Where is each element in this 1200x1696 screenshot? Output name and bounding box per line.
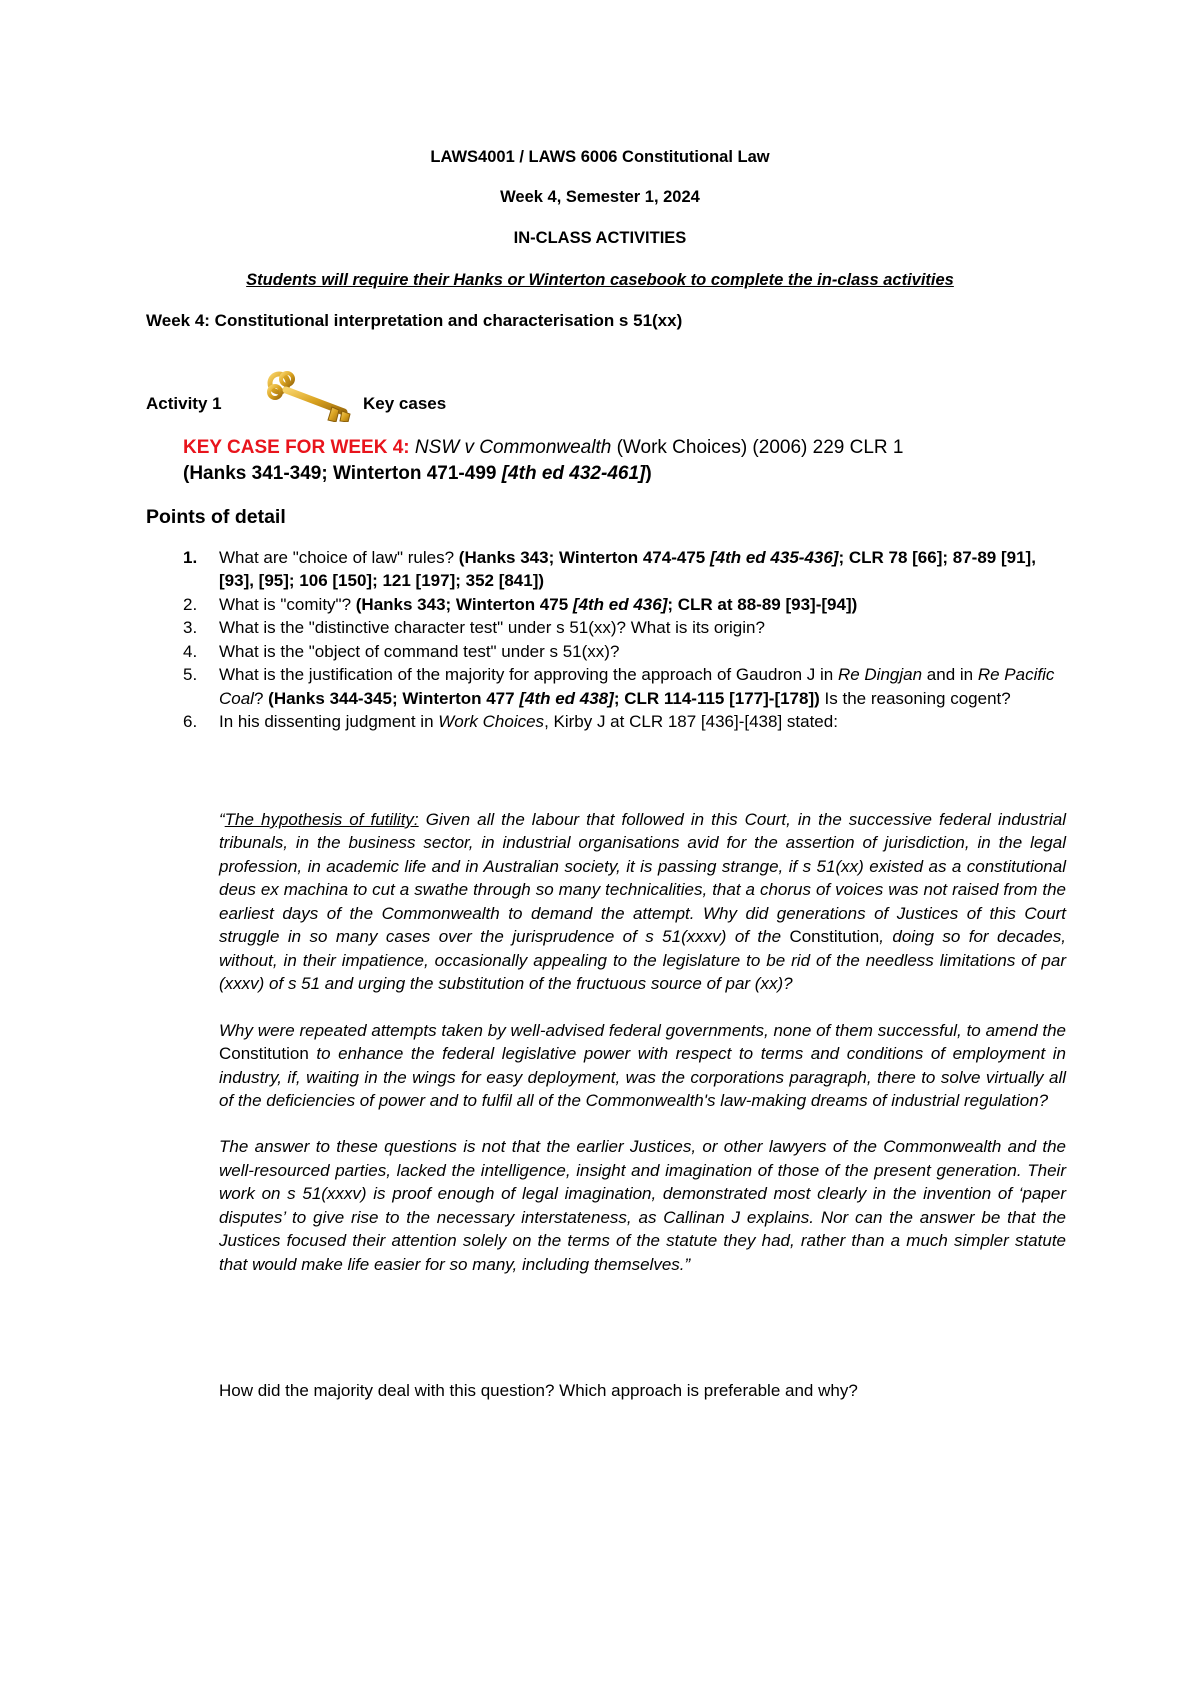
key-case-citation: (Work Choices) (2006) 229 CLR 1 (611, 437, 904, 458)
question-ref: (Hanks 343; Winterton 475 (355, 594, 573, 614)
activity-label: Activity 1 (146, 394, 222, 413)
question-ref-clr: ; CLR 78 [66]; 87-89 [91], [93], [95]; 106 [150]; 121 [197]; 352 [841]) (219, 548, 1036, 591)
quote-paragraph-1 (219, 808, 1066, 996)
question-text: and in (922, 665, 978, 685)
question-text: What are "choice of law" rules? (219, 548, 459, 567)
constitution-term: Constitution (789, 927, 880, 947)
key-icon (266, 370, 358, 422)
case-name: Work Choices (438, 712, 545, 732)
question-number: 2. (183, 594, 198, 614)
question-number: 6. (183, 712, 198, 732)
question-text: ? (253, 688, 269, 708)
question-text: In his dissenting judgment in (219, 712, 439, 732)
question-ref: (Hanks 343; Winterton 474-475 (458, 548, 710, 567)
key-case-refs-4th-ed: [4th ed 432-461] (501, 463, 646, 484)
question-2 (146, 593, 1066, 616)
key-case-name: NSW v Commonwealth (414, 437, 612, 458)
quote-text: Given all the labour that followed in this Court, in the successive federal industrial tribunals, in the business sector, in industrial organisations avid for the assertion of jurisdiction, in the legal profession, in academic life and in Australian society, it is passing strange, if s 51(xx) existed as a constitutional deus ex machina to cut a swathe through so many technicalities, that a chorus of voices was not raised from the earliest days of the Commonwealth to demand the attempt. Why did generations of Justices of this Court struggle in so many cases over the jurisprudence of s 51(xxxv) of the (219, 810, 1067, 947)
key-case-refs: (Hanks 341-349; Winterton 471-499 (183, 463, 502, 484)
key-case-references (146, 462, 1103, 486)
question-number: 1. (183, 548, 198, 567)
question-text: What is the justification of the majority for approving the approach of Gaudron J in (219, 665, 838, 685)
key-case-refs-close: ) (645, 463, 652, 484)
casebook-requirement: Students will require their Hanks or Winterton casebook to complete the in-class activities (246, 271, 954, 289)
question-3 (146, 616, 1066, 639)
quote-paragraph-3: The answer to these questions is not that the earlier Justices, or other lawyers of the Commonwealth and the well-resourced parties, lacked the intelligence, insight and imagination of those of the present generation. Their work on s 51(xxxv) is proof enough of legal imagination, demonstrated most clearly in the invention of ‘paper disputes’ to give rise to the necessary interstateness, as Callinan J explains. Nor can the answer be that the Justices focused their attention solely on the terms of the statute they had, rather than a much simpler statute that would make life easier for so many, including themselves.” (219, 1137, 1066, 1274)
question-text: What is the "distinctive character test" under s 51(xx)? What is its origin? (219, 618, 765, 638)
constitution-term: Constitution (219, 1044, 309, 1064)
question-number: 5. (183, 665, 198, 685)
question-number: 4. (183, 641, 198, 661)
question-5 (146, 663, 1066, 710)
activity-title: Key cases (363, 394, 447, 413)
kirby-quote (146, 808, 1200, 1299)
question-ref-4th-ed: [4th ed 438] (519, 688, 614, 708)
question-text: What is the "object of command test" under s 51(xx)? (219, 641, 620, 661)
key-case-prefix: KEY CASE FOR WEEK 4: (183, 437, 410, 458)
question-ref-clr: ; CLR 114-115 [177]-[178]) (613, 688, 820, 708)
quote-text: to enhance the federal legislative power with respect to terms and conditions of employment in industry, if, waiting in the wings for easy deployment, was the corporations paragraph, there to solve virtually all of the deficiencies of power and to fulfil all of the Commonwealth's law-making dreams of industrial regulation? (219, 1044, 1066, 1110)
case-name: Re Dingjan (837, 665, 923, 685)
week-topic: Week 4: Constitutional interpretation and characterisation s 51(xx) (146, 311, 683, 330)
question-number: 3. (183, 618, 198, 638)
week-semester: Week 4, Semester 1, 2024 (500, 188, 700, 206)
quote-text: , doing so for decades, without, in their impatience, occasionally appealing to the legislature to be rid of the needless limitations of par (xxxv) of s 51 and urging the substitution of the fructuous source of par (xx)? (219, 927, 1066, 994)
activities-title: IN-CLASS ACTIVITIES (513, 229, 687, 247)
course-title: LAWS4001 / LAWS 6006 Constitutional Law (430, 148, 770, 166)
question-ref-4th-ed: [4th ed 435-436] (709, 548, 839, 567)
question-ref: (Hanks 344-345; Winterton 477 (268, 688, 520, 708)
question-4 (146, 640, 1066, 663)
quote-paragraph-2 (219, 1019, 1066, 1113)
question-1 (146, 546, 1066, 593)
questions-list (146, 546, 1066, 734)
question-6 (146, 710, 1066, 733)
question-ref-clr: ; CLR at 88-89 [93]-[94]) (667, 594, 858, 614)
quote-text: Why were repeated attempts taken by well-advised federal governments, none of them successful, to amend the (219, 1020, 1066, 1040)
question-text: What is "comity"? (219, 594, 356, 614)
closing-question: How did the majority deal with this question? Which approach is preferable and why? (219, 1381, 858, 1400)
key-case (146, 436, 1066, 460)
question-ref-4th-ed: [4th ed 436] (572, 594, 668, 614)
case-name: Re Pacific Coal (219, 665, 1055, 708)
question-text: Is the reasoning cogent? (819, 688, 1011, 708)
quote-heading: The hypothesis of futility: (224, 810, 419, 829)
quote-open-mark: “ (219, 810, 225, 829)
question-text: , Kirby J at CLR 187 [436]-[438] stated: (544, 712, 838, 732)
points-heading: Points of detail (146, 506, 286, 528)
